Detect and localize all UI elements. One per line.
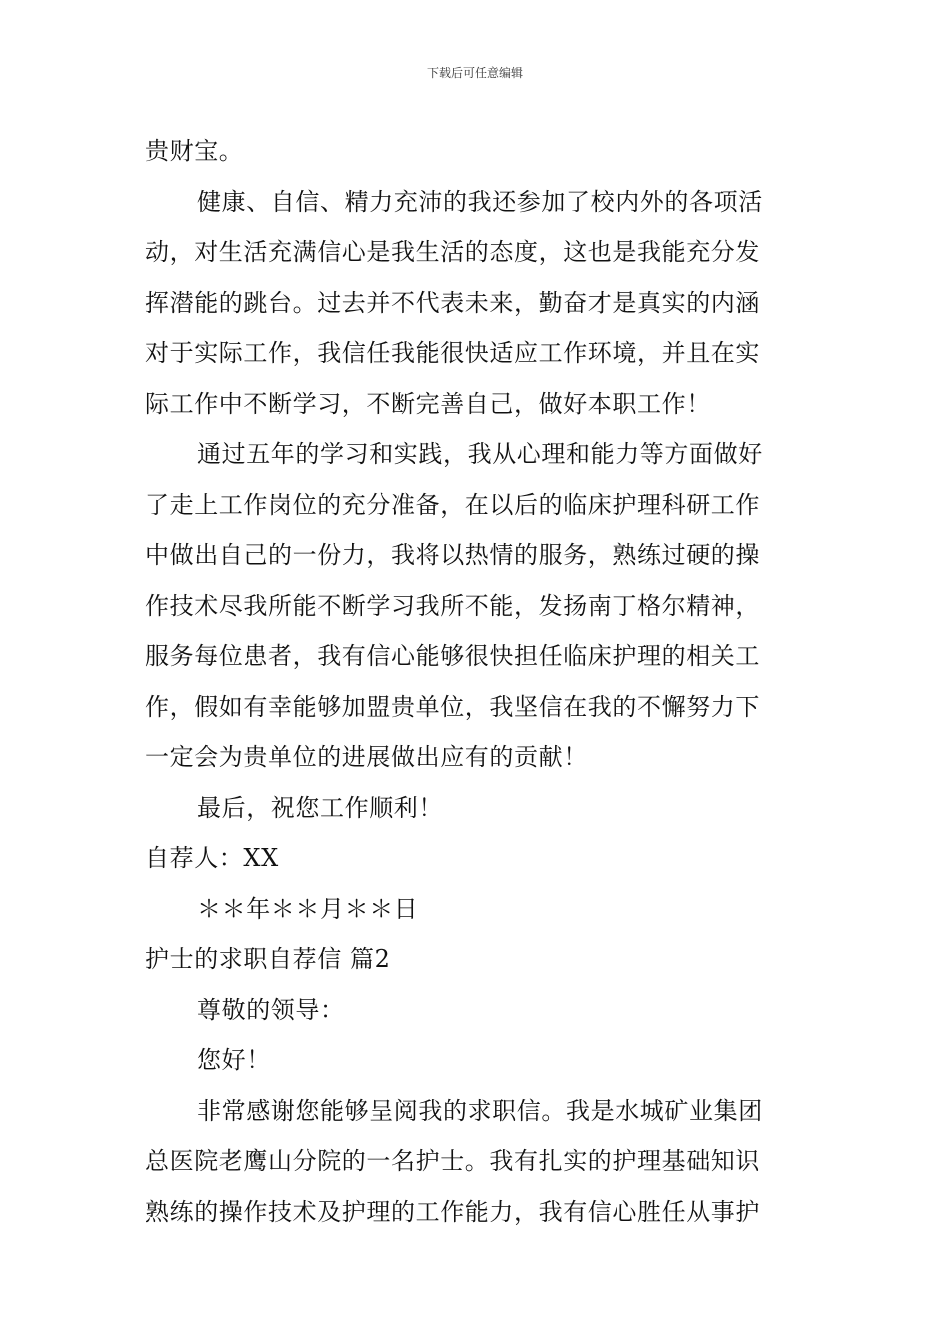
text-line: 中做出自己的一份力，我将以热情的服务，熟练过硬的操	[145, 541, 760, 569]
signature-line: 自荐人：XX	[145, 844, 279, 872]
text-line: 通过五年的学习和实践，我从心理和能力等方面做好	[197, 440, 763, 468]
text-line: 总医院老鹰山分院的一名护士。我有扎实的护理基础知识	[145, 1147, 760, 1175]
text-line: 熟练的操作技术及护理的工作能力，我有信心胜任从事护	[145, 1197, 760, 1226]
text-line: 贵财宝。	[145, 137, 244, 165]
text-line: 际工作中不断学习，不断完善自己，做好本职工作！	[145, 389, 711, 418]
salutation-line: 尊敬的领导：	[197, 995, 345, 1024]
text-line: 健康、自信、精力充沛的我还参加了校内外的各项活	[197, 187, 763, 216]
text-line: 了走上工作岗位的充分准备，在以后的临床护理科研工作	[145, 490, 760, 519]
greeting-line: 您好！	[197, 1046, 271, 1074]
page-header: 下载后可任意编辑	[426, 66, 523, 80]
closing-line: 最后，祝您工作顺利！	[197, 793, 443, 822]
text-line: 作技术尽我所能不断学习我所不能，发扬南丁格尔精神，	[145, 591, 760, 620]
text-line: 对于实际工作，我信任我能很快适应工作环境，并且在实	[145, 339, 760, 367]
section-title: 护士的求职自荐信 篇2	[145, 945, 391, 973]
text-line: 非常感谢您能够呈阅我的求职信。我是水城矿业集团	[197, 1096, 763, 1125]
text-line: 一定会为贵单位的进展做出应有的贡献！	[145, 743, 588, 771]
text-line: 作，假如有幸能够加盟贵单位，我坚信在我的不懈努力下	[145, 692, 760, 721]
text-line: 服务每位患者，我有信心能够很快担任临床护理的相关工	[145, 642, 760, 670]
text-line: 动，对生活充满信心是我生活的态度，这也是我能充分发	[145, 238, 760, 266]
date-line: ＊＊年＊＊月＊＊日	[197, 894, 419, 923]
document-body	[145, 126, 807, 1237]
text-line: 挥潜能的跳台。过去并不代表未来，勤奋才是真实的内涵	[145, 288, 760, 317]
